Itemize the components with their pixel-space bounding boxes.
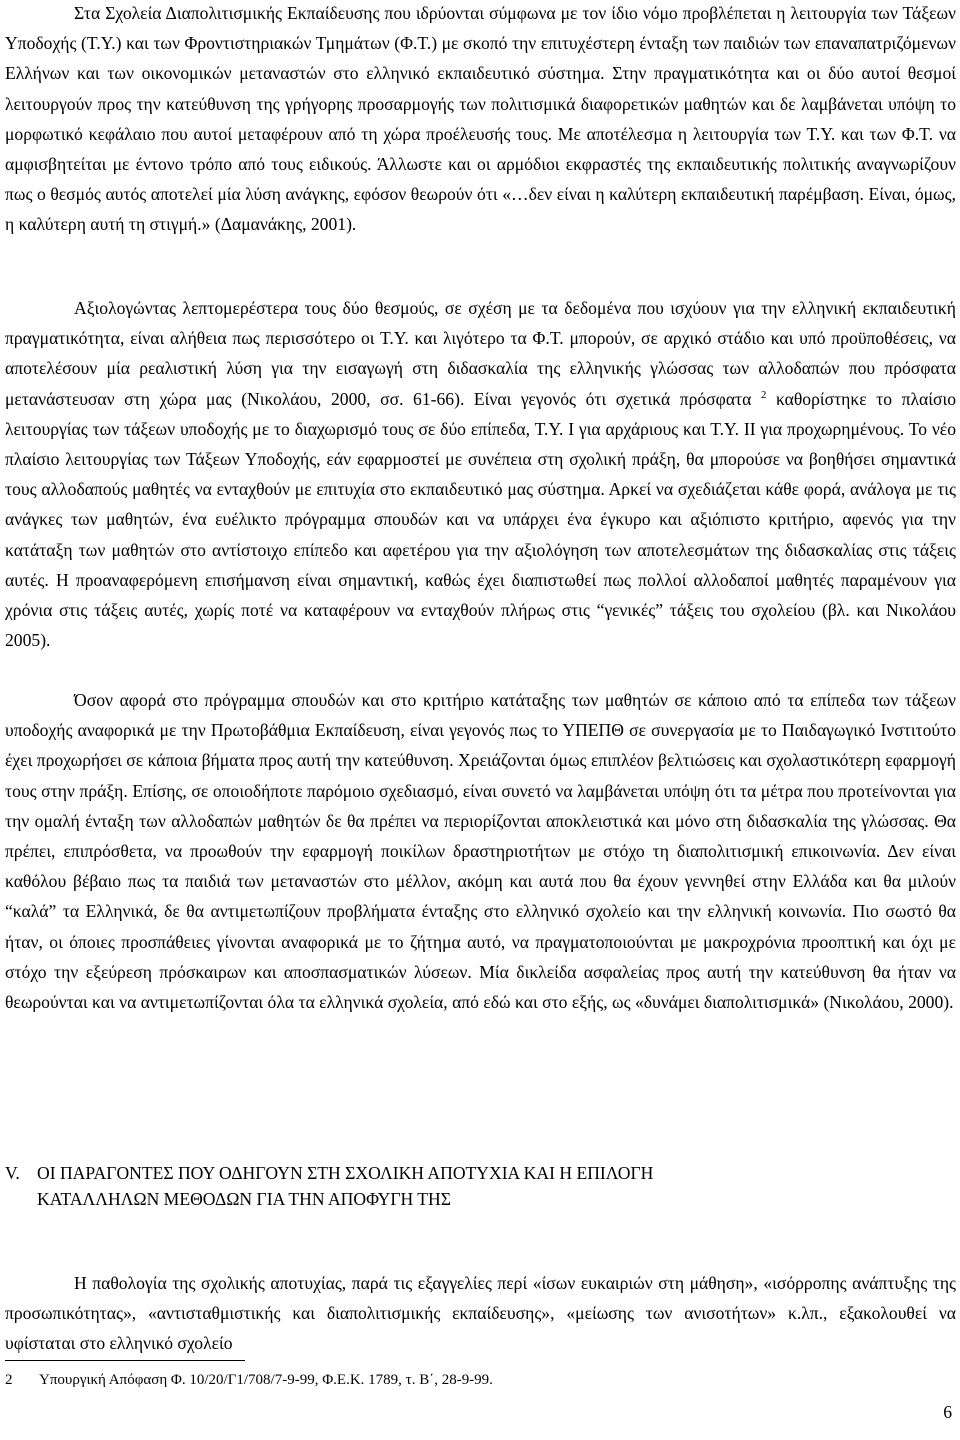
section-title-line2: ΚΑΤΑΛΛΗΛΩΝ ΜΕΘΟΔΩΝ ΓΙΑ ΤΗΝ ΑΠΟΦΥΓΗ ΤΗΣ	[37, 1189, 451, 1209]
section-number: V.	[5, 1163, 20, 1183]
paragraph-curriculum: Όσον αφορά στο πρόγραμμα σπουδών και στο κριτήριο κατάταξης των μαθητών σε κάποιο από τα επίπεδα των τάξεων υποδοχής αναφορικά με την Πρωτοβάθμια Εκπαίδευση, είναι γεγονός πως το ΥΠΕΠΘ σε συνεργασία με το Παιδαγωγικό Ινστιτούτο έχει προχωρήσει σε κάποια βήματα προς αυτή την κατεύθυνση. Χρειάζονται όμως επιπλέον βελτιώσεις και σχολαστικότερη εφαρμογή τους στην πράξη. Επίσης, σε οποιοδήποτε παρόμοιο σχεδιασμό, είναι συνετό να λαμβάνεται υπόψη ότι τα μέτρα που προτείνονται για την ομαλή ένταξη των αλλοδαπών μαθητών δε θα πρέπει να περιορίζονται αποκλειστικά και μόνο στη διδασκαλία της γλώσσας. Θα πρέπει, επιπρόσθετα, να προωθούν την εφαρμογή ποικίλων δραστηριοτήτων με στόχο τη διαπολιτισμική επικοινωνία. Δεν είναι καθόλου βέβαιο πως τα παιδιά των μεταναστών στο μέλλον, ακόμη και αυτά που θα έχουν γεννηθεί στην Ελλάδα και θα μιλούν “καλά” τα Ελληνικά, δε θα αντιμετωπίζουν προβλήματα ένταξης στο ελληνικό σχολείο και την ελληνική κοινωνία. Πιο σωστό θα ήταν, οι όποιες προσπάθειες γίνονται αναφορικά με το ζήτημα αυτό, να πραγματοποιούνται με μακροχρόνια προοπτική και όχι με στόχο την εξεύρεση πρόσκαιρων και αποσπασματικών λύσεων. Μία δικλείδα ασφαλείας προς αυτή την κατεύθυνση θα ήταν να θεωρούνται και να αντιμετωπίζονται όλα τα ελληνικά σχολεία, από εδώ και στο εξής, ως «δυνάμει διαπολιτισμικά» (Νικολάου, 2000).	[5, 690, 956, 1013]
footnote-number: 2	[5, 1372, 13, 1388]
section-heading	[5, 1160, 956, 1212]
paragraph-school-failure: Η παθολογία της σχολικής αποτυχίας, παρά τις εξαγγελίες περί «ίσων ευκαιριών στη μάθηση», «ισόρροπης ανάπτυξης της προσωπικότητας», «αντισταθμιστικής και διαπολιτισμικής εκπαίδευσης», «μείωσης των ανισοτήτων» κ.λπ., εξακολουθεί να υφίσταται στο ελληνικό σχολείο	[5, 1273, 956, 1354]
footnote-reference[interactable]: 2	[760, 388, 767, 401]
page-number: 6	[943, 1402, 952, 1422]
section-title-line1: ΟΙ ΠΑΡΑΓΟΝΤΕΣ ΠΟΥ ΟΔΗΓΟΥΝ ΣΤΗ ΣΧΟΛΙΚΗ ΑΠΟΤΥΧΙΑ ΚΑΙ Η ΕΠΙΛΟΓΗ	[37, 1163, 654, 1183]
footnote	[5, 1370, 956, 1390]
footnote-divider	[5, 1360, 245, 1361]
paragraph-evaluation-part2: καθορίστηκε το πλαίσιο λειτουργίας των τάξεων υποδοχής με το διαχωρισμό τους σε δύο επίπεδα, Τ.Υ. Ι για αρχάριους και Τ.Υ. ΙΙ για προχωρημένους. Το νέο πλαίσιο λειτουργίας των Τάξεων Υποδοχής, εάν εφαρμοστεί με συνέπεια στη σχολική πράξη, θα μπορούσε να βοηθήσει σημαντικά τους αλλοδαπούς μαθητές να ενταχθούν με επιτυχία στο εκπαιδευτικό μας σύστημα. Αρκεί να σχεδιάζεται κάθε φορά, ανάλογα με τις ανάγκες των μαθητών, ένα ευέλικτο πρόγραμμα σπουδών και να υπάρχει ένα έγκυρο και αξιόπιστο κριτήριο, αφενός για την κατάταξη των μαθητών στο αντίστοιχο επίπεδο και αφετέρου για την αξιολόγηση των αποτελεσμάτων της διδασκαλίας στις τάξεις αυτές. Η προαναφερόμενη επισήμανση είναι σημαντική, καθώς έχει διαπιστωθεί πως πολλοί αλλοδαποί μαθητές παραμένουν για χρόνια στις τάξεις αυτές, χωρίς ποτέ να καταφέρουν να ενταχθούν πλήρως στις “γενικές” τάξεις του σχολείου (βλ. και Νικολάου 2005).	[5, 388, 956, 651]
paragraph-evaluation	[5, 293, 956, 655]
paragraph-intercultural-schools: Στα Σχολεία Διαπολιτισμικής Εκπαίδευσης που ιδρύονται σύμφωνα με τον ίδιο νόμο προβλέπεται η λειτουργία των Τάξεων Υποδοχής (Τ.Υ.) και των Φροντιστηριακών Τμημάτων (Φ.Τ.) με σκοπό την επιτυχέστερη ένταξη των παιδιών των επαναπατριζόμενων Ελλήνων και των οικονομικών μεταναστών στο ελληνικό εκπαιδευτικό σύστημα. Στην πραγματικότητα και οι δύο αυτοί θεσμοί λειτουργούν προς την κατεύθυνση της γρήγορης προσαρμογής των πολιτισμικά διαφορετικών μαθητών και δε λαμβάνεται υπόψη το μορφωτικό κεφάλαιο που αυτοί μεταφέρουν από τη χώρα προέλευσής τους. Με αποτέλεσμα η λειτουργία των Τ.Υ. και των Φ.Τ. να αμφισβητείται με έντονο τρόπο από τους ειδικούς. Άλλωστε και οι αρμόδιοι εκφραστές της εκπαιδευτικής πολιτικής αναγνωρίζουν πως ο θεσμός αυτός αποτελεί μία λύση ανάγκης, εφόσον θεωρούν ότι «…δεν είναι η καλύτερη εκπαιδευτική παρέμβαση. Είναι, όμως, η καλύτερη αυτή τη στιγμή.» (Δαμανάκης, 2001).	[5, 3, 956, 235]
paragraph-evaluation-part1: Αξιολογώντας λεπτομερέστερα τους δύο θεσμούς, σε σχέση με τα δεδομένα που ισχύουν για την ελληνική εκπαιδευτική πραγματικότητα, είναι αλήθεια πως περισσότερο οι Τ.Υ. και λιγότερο τα Φ.Τ. μπορούν, σε αρχικό στάδιο και υπό προϋποθέσεις, να αποτελέσουν μία ρεαλιστική λύση για την εισαγωγή στη διδασκαλία της ελληνικής γλώσσας των αλλοδαπών που πρόσφατα μετανάστευσαν στη χώρα μας (Νικολάου, 2000, σσ. 61-66). Είναι γεγονός ότι σχετικά πρόσφατα	[5, 298, 956, 409]
footnote-text: Υπουργική Απόφαση Φ. 10/20/Γ1/708/7-9-99, Φ.Ε.Κ. 1789, τ. Β΄, 28-9-99.	[39, 1372, 493, 1388]
